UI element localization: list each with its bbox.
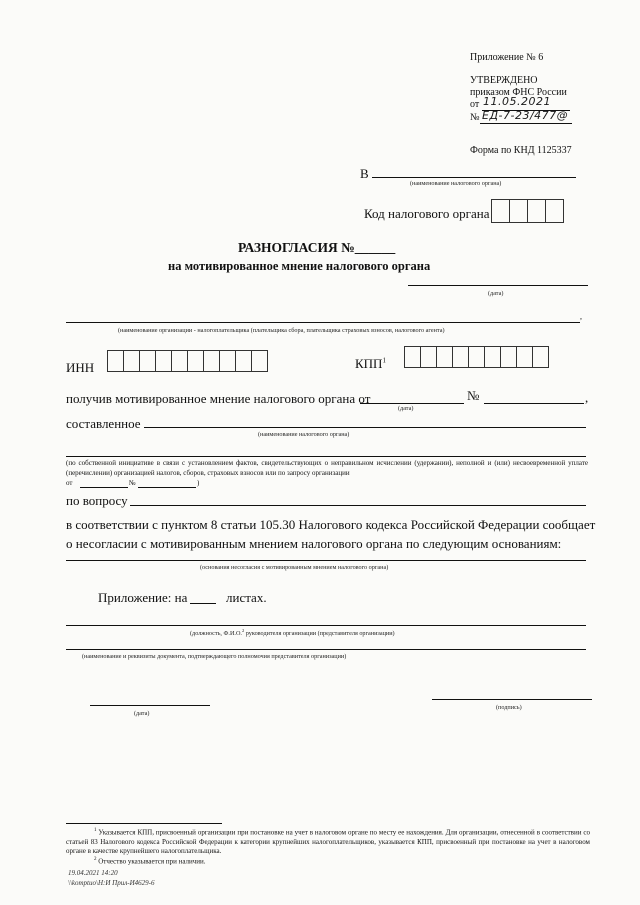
received-comma: , xyxy=(585,390,589,405)
footnote-1: $^1$ Указывается КПП, присвоенный организации при постановке на учет в налоговом органе по месту ее нахождения. Для организации, отнесенной в соответствии со статьей 83 Налогового кодекса Российской Федерации к категории крупнейших налогоплательщиков, указывается КПП, присвоенный при постановке на учет в налоговом органе в качестве крупнейшего налогоплательщика. xyxy=(66,828,590,856)
attachment-suffix: листах. xyxy=(226,590,267,605)
signatory-line[interactable] xyxy=(66,625,586,626)
received-number-line[interactable] xyxy=(484,403,584,404)
kpp-cell[interactable] xyxy=(500,346,517,368)
inn-cell[interactable] xyxy=(219,350,236,372)
footnote-separator xyxy=(66,823,222,824)
authority-doc-line[interactable] xyxy=(66,649,586,650)
question-line[interactable] xyxy=(130,505,586,506)
order-number-value: ЕД-7-23/477@ xyxy=(482,109,569,122)
statement-line-2: о несогласии с мотивированным мнением налогового органа по следующим основаниям: xyxy=(66,536,562,551)
reasons-caption: (основания несогласия с мотивированным мнением налогового органа) xyxy=(200,564,389,571)
sign-date-caption: (дата) xyxy=(134,710,150,717)
taxpayer-comma: , xyxy=(580,312,582,321)
kpp-cell[interactable] xyxy=(532,346,549,368)
inn-cell[interactable] xyxy=(155,350,172,372)
signature-line[interactable] xyxy=(432,699,592,700)
authority-doc-caption: (наименование и реквизиты документа, подтверждающего полномочия представителя организации) xyxy=(82,653,347,660)
inn-cell[interactable] xyxy=(139,350,156,372)
inn-boxes[interactable] xyxy=(107,350,267,372)
kpp-cell[interactable] xyxy=(468,346,485,368)
code-cell[interactable] xyxy=(491,199,510,223)
statement-line-1: в соответствии с пунктом 8 статьи 105.30 Налогового кодекса Российской Федерации сообщает xyxy=(66,517,596,532)
inn-cell[interactable] xyxy=(203,350,220,372)
order-number-prefix: № xyxy=(470,112,480,123)
recipient-line[interactable] xyxy=(372,177,576,178)
initiative-number-line[interactable] xyxy=(138,487,196,488)
received-number-sign: № xyxy=(467,388,480,403)
document-subtitle: на мотивированное мнение налогового органа xyxy=(168,259,431,273)
inn-cell[interactable] xyxy=(123,350,140,372)
kpp-cell[interactable] xyxy=(516,346,533,368)
tax-office-code-boxes[interactable] xyxy=(491,199,563,223)
print-datetime: 19.04.2021 14:20 xyxy=(68,869,118,877)
sign-date-line[interactable] xyxy=(90,705,210,706)
appendix-number: Приложение № 6 xyxy=(470,52,544,63)
title-date-caption: (дата) xyxy=(488,290,504,297)
kpp-boxes[interactable] xyxy=(404,346,548,368)
composed-caption: (наименование налогового органа) xyxy=(258,431,350,438)
approved-label: УТВЕРЖДЕНО xyxy=(470,75,538,86)
received-date-caption: (дата) xyxy=(398,405,414,412)
inn-cell[interactable] xyxy=(251,350,268,372)
initiative-num: № xyxy=(129,479,136,487)
kpp-cell[interactable] xyxy=(420,346,437,368)
initiative-date-line[interactable] xyxy=(80,487,128,488)
inn-cell[interactable] xyxy=(171,350,188,372)
order-label: приказом ФНС России xyxy=(470,87,567,98)
kpp-cell[interactable] xyxy=(404,346,421,368)
code-cell[interactable] xyxy=(527,199,546,223)
question-label: по вопросу xyxy=(66,493,128,508)
title-date-line[interactable] xyxy=(408,285,588,286)
received-text: получив мотивированное мнение налогового органа от xyxy=(66,391,371,406)
attachment-sheets-line[interactable] xyxy=(190,603,216,604)
footnote-2: $^2$ Отчество указывается при наличии. xyxy=(94,857,206,866)
form-code: Форма по КНД 1125337 xyxy=(470,145,572,156)
initiative-ot: от xyxy=(66,479,73,487)
order-date-value: 11.05.2021 xyxy=(483,95,551,108)
code-cell[interactable] xyxy=(545,199,564,223)
signatory-caption: (должность, Ф.И.О.$^2$ руководителя организации (представителя организации) xyxy=(190,628,395,638)
taxpayer-name-line[interactable] xyxy=(66,322,580,323)
composed-label: составленное xyxy=(66,416,141,431)
initiative-text: (по собственной инициативе в связи с установлением фактов, свидетельствующих о неправильном исчислении (удержании), неполной и (или) несвоевременной уплате (перечислении) организацией налогов, сборов, страховых взносов или по запросу организации xyxy=(66,459,588,477)
document-title: РАЗНОГЛАСИЯ №______ xyxy=(238,240,396,255)
tax-office-code-label: Код налогового органа xyxy=(364,206,490,221)
kpp-cell[interactable] xyxy=(484,346,501,368)
inn-label: ИНН xyxy=(66,360,95,375)
initiative-line[interactable] xyxy=(66,456,586,457)
recipient-caption: (наименование налогового органа) xyxy=(410,180,502,187)
code-cell[interactable] xyxy=(509,199,528,223)
kpp-cell[interactable] xyxy=(436,346,453,368)
attachment-prefix: Приложение: на xyxy=(98,590,188,605)
kpp-cell[interactable] xyxy=(452,346,469,368)
composed-line[interactable] xyxy=(144,427,586,428)
recipient-prefix: В xyxy=(360,166,369,181)
reasons-line[interactable] xyxy=(66,560,586,561)
taxpayer-name-caption: (наименование организации - налогоплательщика (плательщика сбора, плательщика страховых взносов, налогового агента) xyxy=(118,327,445,334)
inn-cell[interactable] xyxy=(187,350,204,372)
initiative-close: ) xyxy=(197,479,200,487)
kpp-label: КПП$^1$ xyxy=(355,356,386,371)
order-date-prefix: от xyxy=(470,99,480,110)
signature-caption: (подпись) xyxy=(496,704,522,711)
inn-cell[interactable] xyxy=(235,350,252,372)
received-date-line[interactable] xyxy=(360,403,464,404)
order-number-line xyxy=(480,123,572,124)
inn-cell[interactable] xyxy=(107,350,124,372)
file-path: \\komptuo\Н:И Прил-И4629-6 xyxy=(68,879,155,887)
